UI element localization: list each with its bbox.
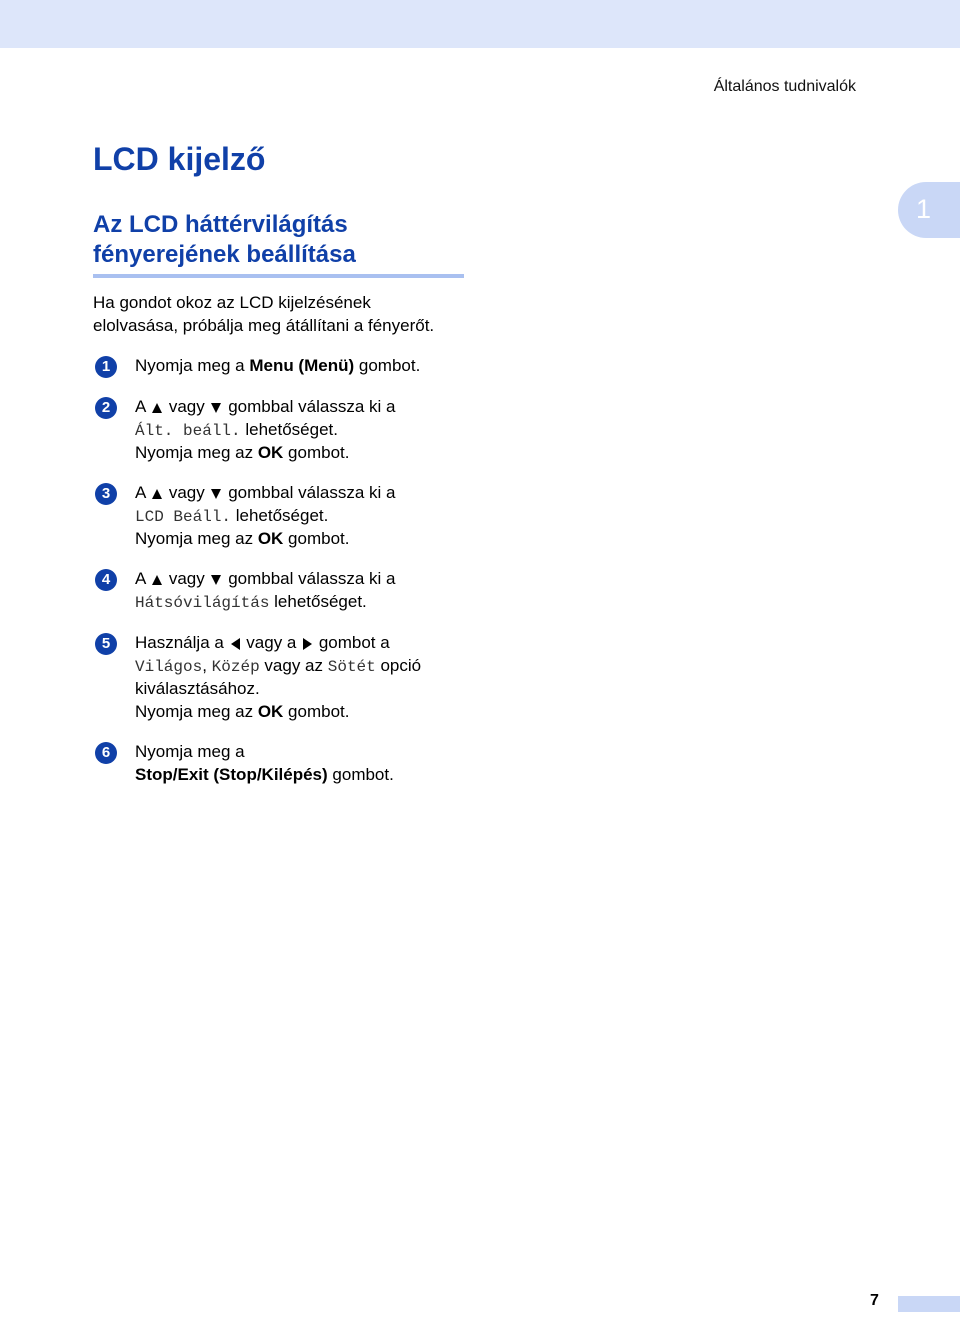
step-number-badge: 5	[95, 633, 117, 655]
step-text: Használja a vagy a gombot a	[135, 633, 390, 652]
lcd-menu-option: Közép	[211, 657, 260, 676]
ok-key-label: OK	[257, 701, 284, 721]
step-text: Világos, Közép vagy az Sötét opció	[135, 655, 422, 676]
down-arrow-icon	[211, 403, 221, 413]
up-arrow-icon	[152, 403, 162, 413]
step-text: kiválasztásához.	[135, 679, 260, 698]
step-text: A vagy gombbal válassza ki a	[135, 397, 396, 416]
ok-key-label: OK	[257, 529, 284, 548]
menu-key-label: Menu (Menü)	[249, 356, 355, 375]
footer-bar	[898, 1296, 960, 1312]
step-number-badge: 1	[95, 356, 117, 378]
section-heading-line-2: fényerejének beállítása	[93, 241, 356, 268]
step-text: Nyomja meg a Menu (Menü) gombot.	[135, 356, 421, 375]
step-text: Nyomja meg az OK gombot.	[135, 529, 350, 548]
intro-line-2: elolvasása, próbálja meg átállítani a fényerőt.	[93, 315, 435, 335]
chapter-number: 1	[916, 194, 932, 224]
step-3	[93, 482, 513, 551]
step-6	[93, 741, 513, 786]
step-number-badge: 4	[95, 569, 117, 591]
running-header: Általános tudnivalók	[713, 78, 856, 95]
lcd-menu-option: Sötét	[327, 657, 376, 676]
up-arrow-icon	[152, 575, 162, 585]
page-title: LCD kijelző	[93, 141, 266, 177]
step-text: Ált. beáll. lehetőséget.	[135, 419, 338, 440]
intro-line-1: Ha gondot okoz az LCD kijelzésének	[93, 293, 371, 312]
step-number-badge: 2	[95, 397, 117, 419]
page-number: 7	[870, 1292, 879, 1309]
step-text: Nyomja meg a	[135, 742, 245, 761]
step-1	[93, 355, 513, 378]
step-text: A vagy gombbal válassza ki a	[135, 569, 396, 588]
lcd-menu-option: Hátsóvilágítás	[135, 593, 270, 612]
step-text: Stop/Exit (Stop/Kilépés) gombot.	[135, 764, 394, 784]
section-heading-line-1: Az LCD háttérvilágítás	[93, 211, 348, 238]
stop-exit-key-label: Stop/Exit (Stop/Kilépés)	[135, 764, 328, 784]
top-banner	[0, 0, 960, 48]
right-arrow-icon	[303, 638, 312, 650]
step-number-badge: 3	[95, 483, 117, 505]
step-number-badge: 6	[95, 742, 117, 764]
lcd-menu-option: Ált. beáll.	[135, 421, 241, 440]
step-text: Hátsóvilágítás lehetőséget.	[135, 591, 367, 612]
down-arrow-icon	[211, 575, 221, 585]
left-arrow-icon	[231, 638, 240, 650]
step-4	[93, 568, 513, 614]
intro-paragraph	[93, 292, 473, 337]
lcd-menu-option: Világos	[135, 657, 203, 676]
step-2	[93, 396, 513, 465]
step-text: Nyomja meg az OK gombot.	[135, 443, 350, 462]
down-arrow-icon	[211, 489, 221, 499]
step-text: A vagy gombbal válassza ki a	[135, 483, 396, 502]
step-text: LCD Beáll. lehetőséget.	[135, 505, 329, 526]
ok-key-label: OK	[257, 443, 284, 462]
lcd-menu-option: LCD Beáll.	[135, 507, 232, 526]
step-5	[93, 632, 513, 723]
step-text: Nyomja meg az OK gombot.	[135, 701, 350, 721]
chapter-tab	[898, 182, 960, 238]
heading-underline	[93, 274, 464, 278]
section-heading	[93, 210, 473, 270]
up-arrow-icon	[152, 489, 162, 499]
